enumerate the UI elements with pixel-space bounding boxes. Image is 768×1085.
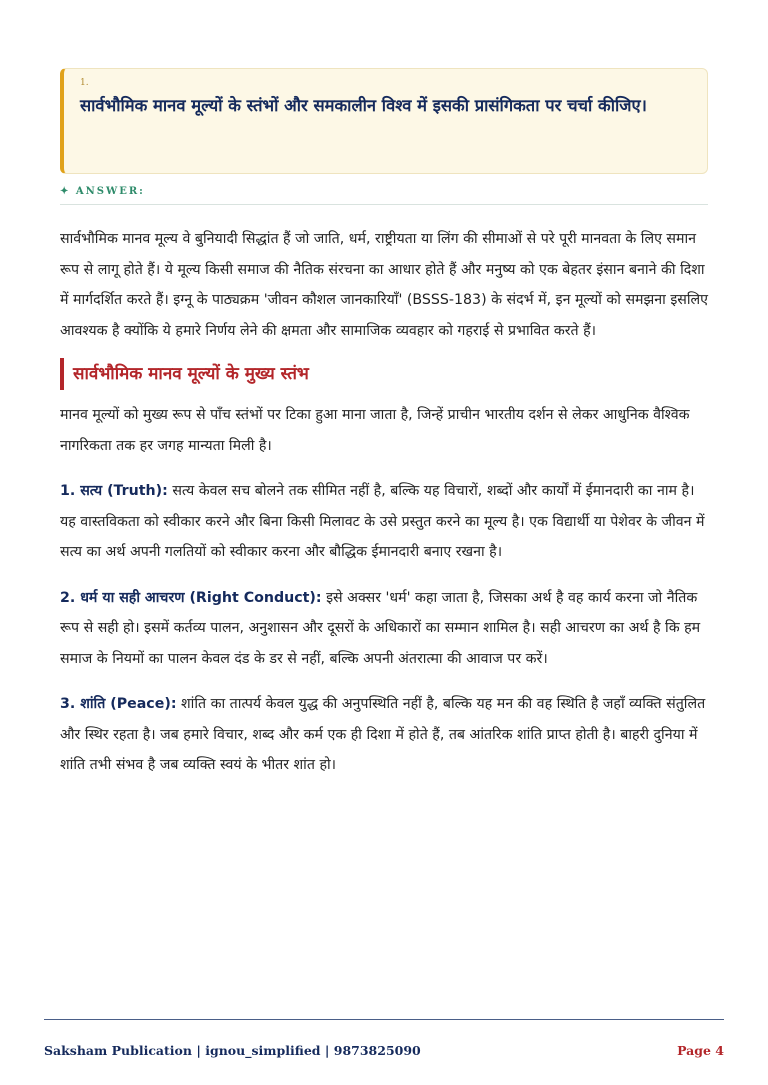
answer-divider xyxy=(60,204,708,205)
section-heading: सार्वभौमिक मानव मूल्यों के मुख्य स्तंभ xyxy=(60,358,712,390)
pillar-text: सत्य केवल सच बोलने तक सीमित नहीं है, बल्कि यह विचारों, शब्दों और कार्यों में ईमानदारी का नाम है। यह वास्तविकता को स्वीकार करने और बिना किसी मिलावट के उसे प्रस्तुत करने का मूल्य है। एक विद्यार्थी या पेशेवर के जीवन में सत्य का अर्थ अपनी गलतियों को स्वीकार करना और बौद्धिक ईमानदारी बनाए रखना है। xyxy=(60,483,705,560)
question-text: सार्वभौमिक मानव मूल्यों के स्तंभों और समकालीन विश्व में इसकी प्रासंगिकता पर चर्चा कीजिए। xyxy=(80,96,647,115)
page-number: Page 4 xyxy=(677,1043,724,1058)
pillar-truth xyxy=(60,476,712,568)
footer-divider xyxy=(44,1019,724,1020)
question-number: 1. xyxy=(80,78,89,88)
pillar-right-conduct xyxy=(60,583,712,675)
pillar-term: 2. धर्म या सही आचरण (Right Conduct): xyxy=(60,589,322,606)
answer-label: ✦ ANSWER: xyxy=(60,186,145,197)
section-intro-paragraph: मानव मूल्यों को मुख्य रूप से पाँच स्तंभों पर टिका हुआ माना जाता है, जिन्हें प्राचीन भारतीय दर्शन से लेकर आधुनिक वैश्विक नागरिकता तक हर जगह मान्यता मिली है। xyxy=(60,407,690,454)
question-box xyxy=(60,68,708,174)
pillar-text: इसे अक्सर 'धर्म' कहा जाता है, जिसका अर्थ है वह कार्य करना जो नैतिक रूप से सही हो। इसमें कर्तव्य पालन, अनुशासन और दूसरों के अधिकारों का सम्मान शामिल है। सही आचरण का अर्थ है कि हम समाज के नियमों का पालन केवल दंड के डर से नहीं, बल्कि अपनी अंतरात्मा की आवाज पर करें। xyxy=(60,589,701,667)
intro-paragraph: सार्वभौमिक मानव मूल्य वे बुनियादी सिद्धांत हैं जो जाति, धर्म, राष्ट्रीयता या लिंग की सीमाओं से परे पूरी मानवता के लिए समान रूप से लागू होते हैं। ये मूल्य किसी समाज की नैतिक संरचना का आधार होते हैं और मनुष्य को एक बेहतर इंसान बनाने की दिशा में मार्गदर्शित करते हैं। इग्नू के पाठ्यक्रम 'जीवन कौशल जानकारियाँ' (BSSS-183) के संदर्भ में, इन मूल्यों को समझना इसलिए आवश्यक है क्योंकि ये हमारे निर्णय लेने की क्षमता और सामाजिक व्यवहार को गहराई से प्रभावित करते हैं। xyxy=(60,231,709,339)
pillar-text: शांति का तात्पर्य केवल युद्ध की अनुपस्थिति नहीं है, बल्कि यह मन की वह स्थिति है जहाँ व्यक्ति संतुलित और स्थिर रहता है। जब हमारे विचार, शब्द और कर्म एक ही दिशा में होते हैं, तब आंतरिक शांति प्राप्त होती है। बाहरी दुनिया में शांति तभी संभव है जब व्यक्ति स्वयं के भीतर शांत हो। xyxy=(60,696,706,773)
pillar-term: 1. सत्य (Truth): xyxy=(60,483,168,499)
footer-publisher: Saksham Publication | ignou_simplified | 9873825090 xyxy=(44,1043,421,1058)
answer-content xyxy=(60,224,712,781)
pillar-peace xyxy=(60,689,712,781)
pillar-term: 3. शांति (Peace): xyxy=(60,696,177,712)
